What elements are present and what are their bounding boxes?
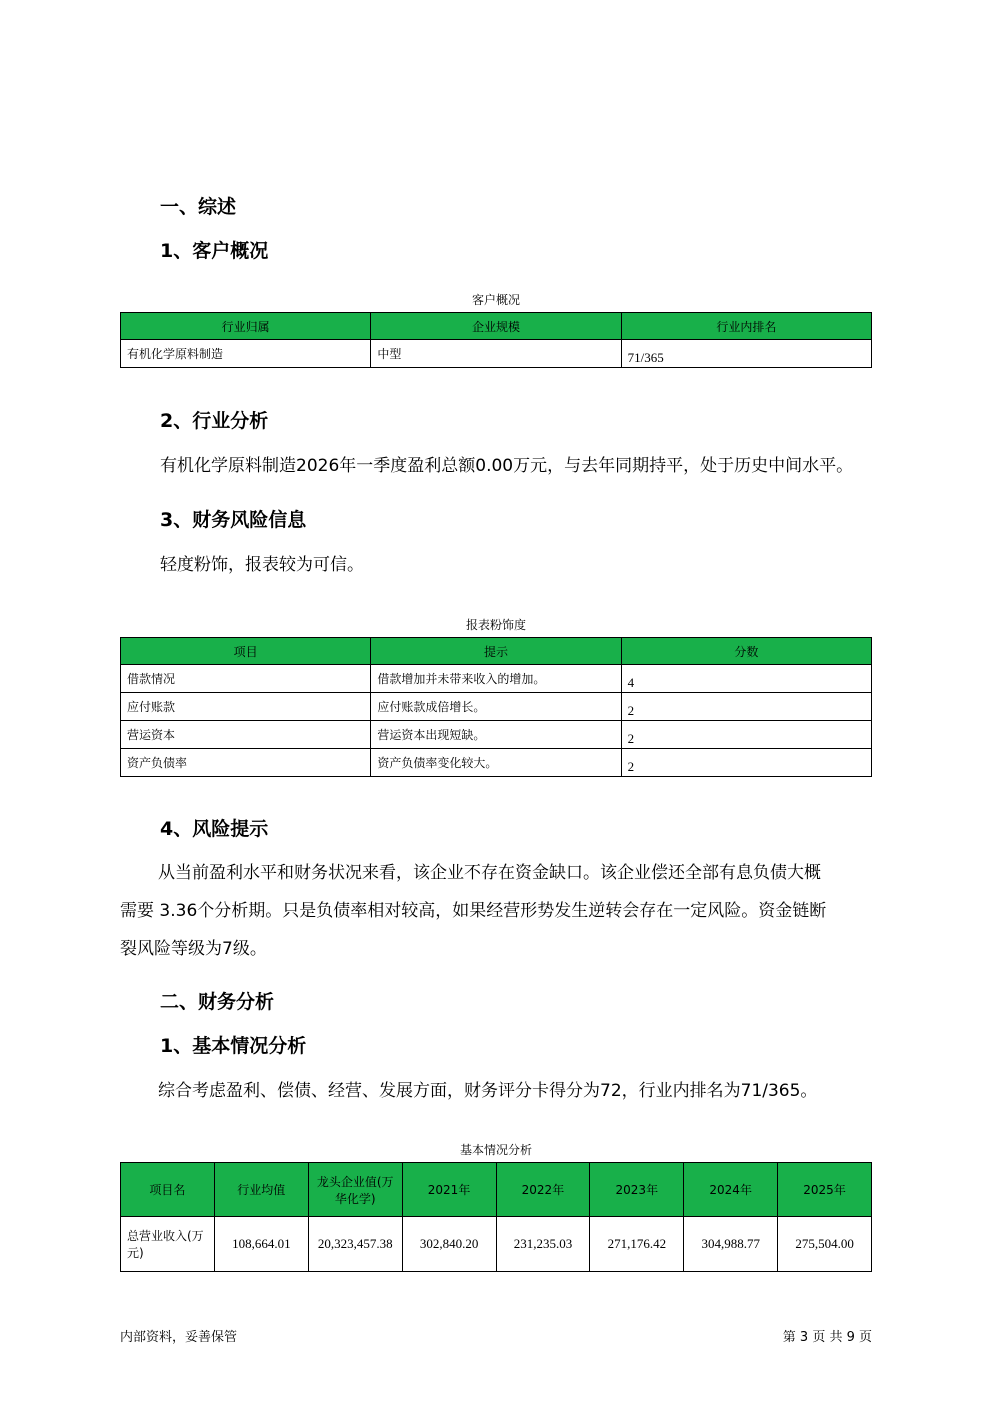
customer-table xyxy=(120,312,872,368)
table-header-row xyxy=(121,1163,872,1217)
hint-cell: 应付账款成倍增长。 xyxy=(371,693,621,721)
item-cell: 资产负债率 xyxy=(121,749,371,777)
value-cell: 271,176.42 xyxy=(590,1217,684,1272)
item-name-cell: 总营业收入(万元) xyxy=(121,1217,215,1272)
industry-cell: 有机化学原料制造 xyxy=(121,340,371,368)
basic-analysis-text: 综合考虑盈利、偿债、经营、发展方面，财务评分卡得分为72，行业内排名为71/365。 xyxy=(158,1081,818,1101)
scale-cell: 中型 xyxy=(371,340,621,368)
table-row xyxy=(121,665,872,693)
header-cell: 提示 xyxy=(371,638,621,665)
basic-table xyxy=(120,1162,872,1272)
table-row xyxy=(121,340,872,368)
header-cell: 分数 xyxy=(621,638,871,665)
section-1-4-title: 4、风险提示 xyxy=(160,818,269,840)
table-header-row xyxy=(121,638,872,665)
value-cell: 302,840.20 xyxy=(402,1217,496,1272)
hint-cell: 资产负债率变化较大。 xyxy=(371,749,621,777)
section-2-1-title: 1、基本情况分析 xyxy=(160,1035,307,1057)
item-cell: 营运资本 xyxy=(121,721,371,749)
header-cell: 企业规模 xyxy=(371,313,621,340)
basic-table-caption: 基本情况分析 xyxy=(459,1143,532,1157)
table-row xyxy=(121,721,872,749)
header-cell: 项目 xyxy=(121,638,371,665)
header-cell: 2024年 xyxy=(684,1163,778,1217)
value-cell: 304,988.77 xyxy=(684,1217,778,1272)
item-cell: 应付账款 xyxy=(121,693,371,721)
whitewash-table xyxy=(120,637,872,777)
score-cell: 4 xyxy=(621,665,871,693)
rank-cell: 71/365 xyxy=(621,340,871,368)
score-cell: 2 xyxy=(621,693,871,721)
header-cell: 行业归属 xyxy=(121,313,371,340)
value-cell: 231,235.03 xyxy=(496,1217,590,1272)
value-cell: 275,504.00 xyxy=(778,1217,872,1272)
section-1-title: 一、综述 xyxy=(160,196,237,218)
section-1-3-title: 3、财务风险信息 xyxy=(160,509,307,531)
header-cell: 2025年 xyxy=(778,1163,872,1217)
header-cell: 项目名 xyxy=(121,1163,215,1217)
hint-cell: 营运资本出现短缺。 xyxy=(371,721,621,749)
section-1-1-title: 1、客户概况 xyxy=(160,240,269,262)
item-cell: 借款情况 xyxy=(121,665,371,693)
risk-text-line-2: 需要 3.36个分析期。只是负债率相对较高，如果经营形势发生逆转会存在一定风险。资金链断 xyxy=(120,901,827,921)
table-row xyxy=(121,693,872,721)
value-cell: 20,323,457.38 xyxy=(308,1217,402,1272)
header-cell: 行业均值 xyxy=(214,1163,308,1217)
page-number: 第 3 页 共 9 页 xyxy=(782,1330,872,1345)
customer-table-caption: 客户概况 xyxy=(471,293,520,307)
risk-text-line-1: 从当前盈利水平和财务状况来看，该企业不存在资金缺口。该企业偿还全部有息负债大概 xyxy=(158,863,821,883)
whitewash-table-caption: 报表粉饰度 xyxy=(465,618,526,632)
header-cell: 行业内排名 xyxy=(621,313,871,340)
footer-left: 内部资料，妥善保管 xyxy=(120,1330,238,1345)
section-2-title: 二、财务分析 xyxy=(160,991,275,1013)
header-cell: 2023年 xyxy=(590,1163,684,1217)
risk-text-line-3: 裂风险等级为7级。 xyxy=(120,939,267,959)
header-cell: 2021年 xyxy=(402,1163,496,1217)
header-cell: 2022年 xyxy=(496,1163,590,1217)
financial-risk-text: 轻度粉饰，报表较为可信。 xyxy=(160,555,364,575)
value-cell: 108,664.01 xyxy=(214,1217,308,1272)
score-cell: 2 xyxy=(621,749,871,777)
hint-cell: 借款增加并未带来收入的增加。 xyxy=(371,665,621,693)
table-header-row xyxy=(121,313,872,340)
header-cell: 龙头企业值(万华化学) xyxy=(308,1163,402,1217)
industry-analysis-text: 有机化学原料制造2026年一季度盈利总额0.00万元，与去年同期持平，处于历史中间水平。 xyxy=(160,456,854,476)
table-row xyxy=(121,1217,872,1272)
score-cell: 2 xyxy=(621,721,871,749)
section-1-2-title: 2、行业分析 xyxy=(160,410,269,432)
table-row xyxy=(121,749,872,777)
